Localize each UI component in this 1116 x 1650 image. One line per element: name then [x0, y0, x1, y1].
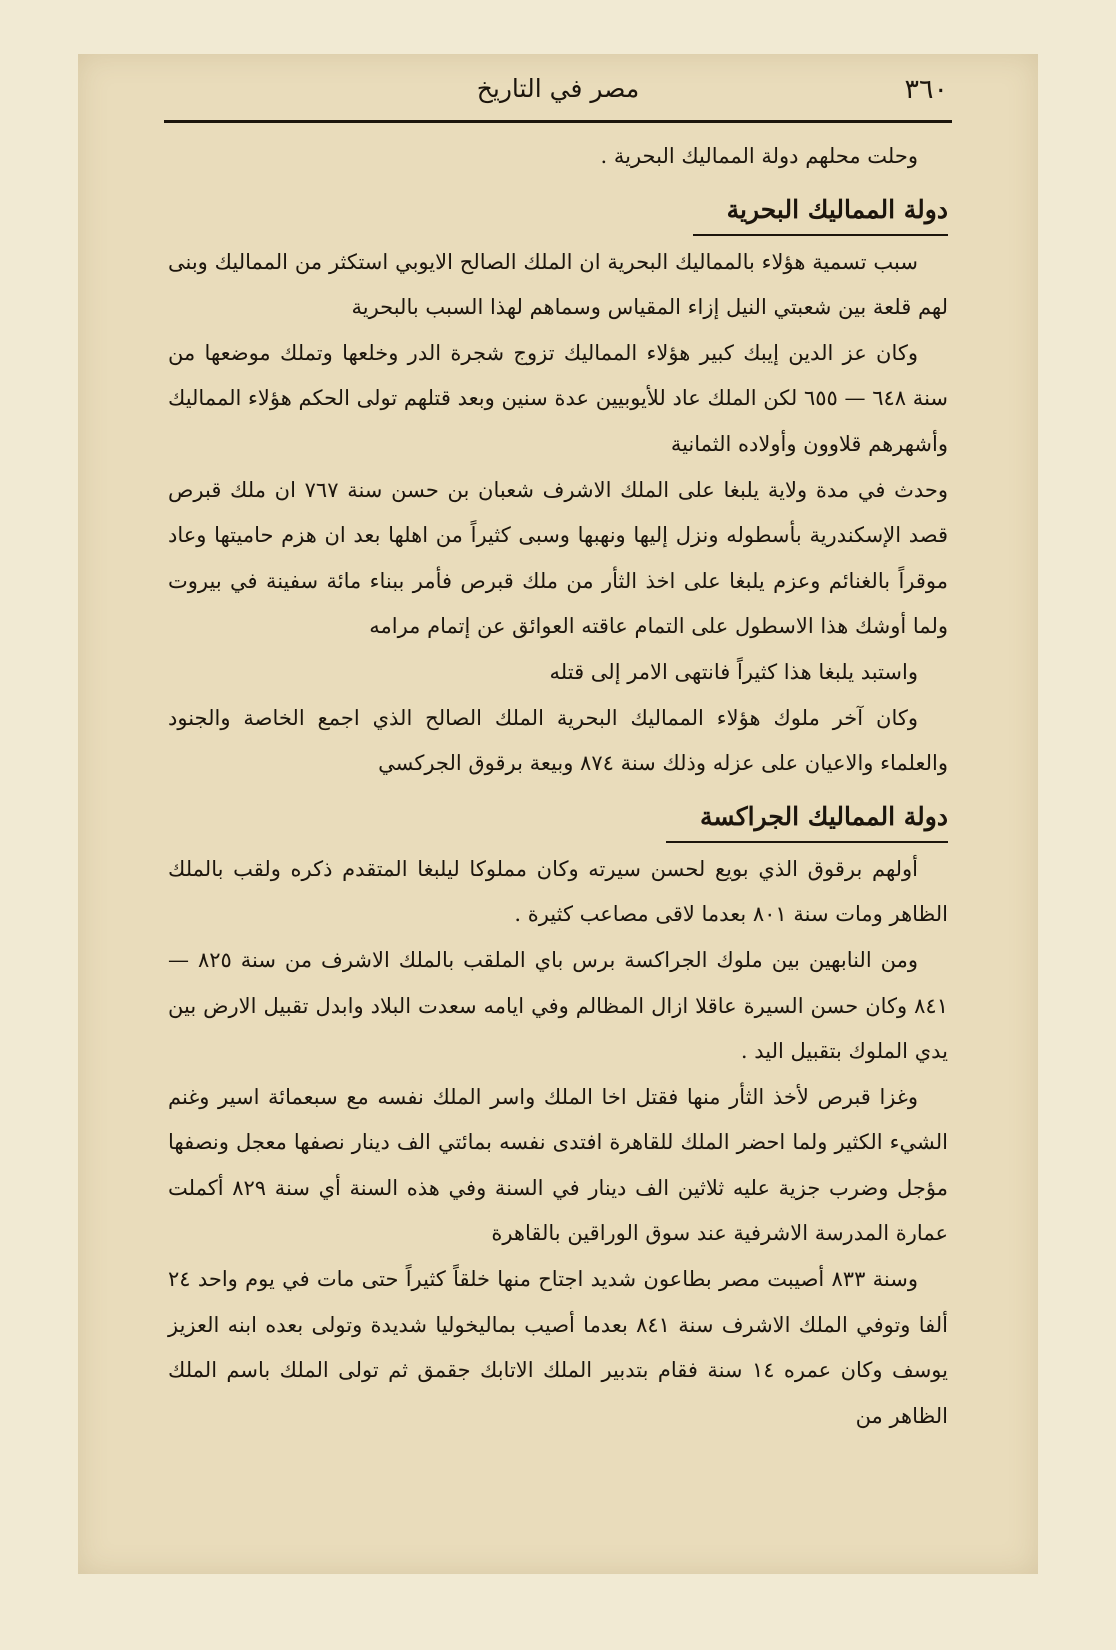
paragraph-barsbay: ومن النابهين بين ملوك الجراكسة برس باي الملقب بالملك الاشرف من سنة ٨٢٥ — ٨٤١ وكان حسن السيرة عاقلا ازال المظالم وفي ايامه سعدت البلاد وابدل تقبيل الارض بين يدي الملوك بتقبيل اليد . — [168, 947, 948, 1064]
scanned-page — [78, 54, 1038, 1574]
page-number: ٣٦٠ — [904, 74, 948, 105]
header-rule — [164, 120, 952, 123]
paragraph-last-bahri-king: وكان آخر ملوك هؤلاء المماليك البحرية الملك الصالح الذي اجمع الخاصة والجنود والعلماء والاعيان على عزله وذلك سنة ٨٧٤ وبيعة برقوق الجركسي — [168, 705, 948, 776]
paragraph-bahri-naming: سبب تسمية هؤلاء بالمماليك البحرية ان الملك الصالح الايوبي استكثر من المماليك وبنى لهم قلعة بين شعبتي النيل إزاء المقياس وسماهم لهذا السبب بالبحرية — [168, 249, 948, 320]
section-heading-circassian-mamluks: دولة المماليك الجراكسة — [666, 793, 948, 843]
section-heading-bahri-mamluks: دولة المماليك البحرية — [693, 186, 948, 236]
heading-row-bahri — [168, 180, 948, 240]
paragraph-yalbugha-end: واستبد يلبغا هذا كثيراً فانتهى الامر إلى قتله — [549, 659, 918, 684]
paragraph-cyprus-raid: وغزا قبرص لأخذ الثأر منها فقتل اخا الملك واسر الملك نفسه مع سبعمائة اسير وغنم الشيء الكثير ولما احضر الملك للقاهرة افتدى نفسه بمائتي الف دينار نصفها معجل ونصفها مؤجل وضرب جزية عليه ثلاثين الف دينار في السنة وفي هذه السنة أي سنة ٨٢٩ أكملت عمارة المدرسة الاشرفية عند سوق الوراقين بالقاهرة — [168, 1084, 949, 1246]
paragraph-barquq: أولهم برقوق الذي بويع لحسن سيرته وكان مملوكا ليلبغا المتقدم ذكره ولقب بالملك الظاهر ومات سنة ٨٠١ بعدما لاقى مصاعب كثيرة . — [168, 856, 948, 927]
paragraph-aybak: وكان عز الدين إيبك كبير هؤلاء المماليك تزوج شجرة الدر وخلعها وتملك موضعها من سنة ٦٤٨ — ٦٥٥ لكن الملك عاد للأيوبيين عدة سنين وبعد قتلهم تولى الحكم هؤلاء المماليك وأشهرهم قلاوون وأولاده الثمانية — [168, 340, 948, 456]
paragraph-plague: وسنة ٨٣٣ أصيبت مصر بطاعون شديد اجتاح منها خلقاً كثيراً حتى مات في يوم واحد ٢٤ ألفا وتوفي الملك الاشرف سنة ٨٤١ بعدما أصيب بماليخوليا شديدة وتولى بعده ابنه العزيز يوسف وكان عمره ١٤ سنة فقام بتدبير الملك الاتابك جقمق ثم تولى الملك باسم الملك الظاهر من — [168, 1267, 948, 1428]
paragraph-intro: وحلت محلهم دولة المماليك البحرية . — [600, 144, 918, 168]
page-body — [168, 134, 948, 1439]
running-title: مصر في التاريخ — [476, 74, 640, 103]
heading-row-circassian — [168, 787, 948, 847]
page-header — [168, 74, 948, 114]
paragraph-yalbugha-cyprus: وحدث في مدة ولاية يلبغا على الملك الاشرف شعبان بن حسن سنة ٧٦٧ ان ملك قبرص قصد الإسكندرية بأسطوله ونزل إليها ونهبها وسبى كثيراً من اهلها بعد ان هزم حاميتها وعاد موقراً بالغنائم وعزم يلبغا على اخذ الثأر من ملك قبرص فأمر ببناء مائة سفينة في بيروت ولما أوشك هذا الاسطول على التمام عاقته العوائق عن إتمام مرامه — [168, 477, 948, 639]
